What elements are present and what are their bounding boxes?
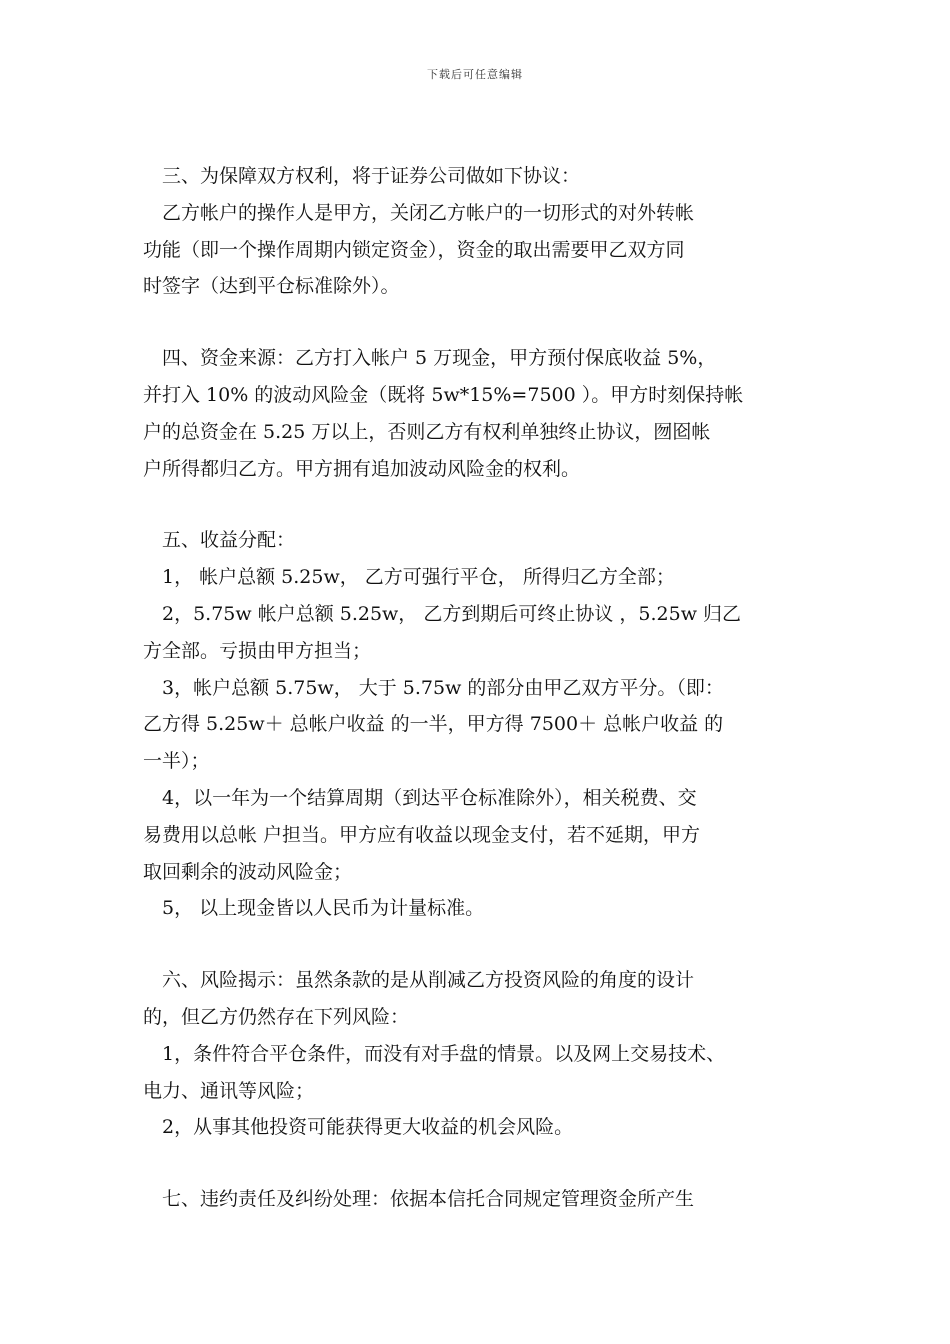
- paragraph-line: 五、收益分配：: [143, 529, 296, 552]
- paragraph-line: 时签字（达到平仓标准除外）。: [143, 275, 400, 298]
- paragraph-line: 1，条件符合平仓条件，而没有对手盘的情景。以及网上交易技术、: [143, 1042, 726, 1065]
- paragraph-line: 2，从事其他投资可能获得更大收益的机会风险。: [143, 1116, 574, 1139]
- page-header: 下载后可任意编辑: [427, 68, 523, 81]
- paragraph-line: 3，帐户总额 5.75w， 大于 5.75w 的部分由甲乙双方平分。（即：: [143, 676, 724, 699]
- paragraph-line: 乙方帐户的操作人是甲方，关闭乙方帐户的一切形式的对外转帐: [143, 201, 695, 224]
- paragraph-line: 5， 以上现金皆以人民币为计量标准。: [143, 897, 485, 920]
- paragraph-line: 六、风险揭示：虽然条款的是从削减乙方投资风险的角度的设计: [143, 969, 695, 992]
- section-3: [143, 158, 823, 305]
- paragraph-line: 功能（即一个操作周期内锁定资金），资金的取出需要甲乙双方同: [143, 238, 685, 261]
- paragraph-line: 户所得都归乙方。甲方拥有追加波动风险金的权利。: [143, 457, 581, 480]
- paragraph-line: 4，以一年为一个结算周期（到达平仓标准除外），相关税费、交: [143, 786, 697, 809]
- paragraph-line: 一半）；: [143, 750, 210, 773]
- paragraph-line: 四、资金来源：乙方打入帐户 5 万现金，甲方预付保底收益 5%，: [143, 347, 717, 370]
- paragraph-line: 户的总资金在 5.25 万以上，否则乙方有权利单独终止协议，囫囵帐: [143, 420, 711, 443]
- paragraph-line: 三、为保障双方权利，将于证券公司做如下协议：: [143, 165, 581, 187]
- section-5: [143, 522, 823, 927]
- paragraph-line: 七、违约责任及纠纷处理：依据本信托合同规定管理资金所产生: [143, 1188, 695, 1211]
- paragraph-line: 并打入 10% 的波动风险金（既将 5w*15%=7500 ）。甲方时刻保持帐: [143, 383, 744, 406]
- section-7: [143, 1181, 823, 1218]
- section-6: [143, 962, 823, 1146]
- paragraph-line: 易费用以总帐 户担当。甲方应有收益以现金支付，若不延期，甲方: [143, 823, 701, 846]
- section-4: [143, 340, 823, 487]
- paragraph-line: 取回剩余的波动风险金；: [143, 860, 353, 883]
- paragraph-line: 电力、通讯等风险；: [143, 1079, 315, 1102]
- paragraph-line: 的，但乙方仍然存在下列风险：: [143, 1005, 410, 1028]
- document-body: [143, 158, 823, 1218]
- paragraph-line: 方全部。亏损由甲方担当；: [143, 639, 372, 662]
- paragraph-line: 2，5.75w 帐户总额 5.25w， 乙方到期后可终止协议 ，5.25w 归乙: [143, 602, 741, 625]
- paragraph-line: 1， 帐户总额 5.25w， 乙方可强行平仓， 所得归乙方全部；: [143, 566, 675, 589]
- paragraph-line: 乙方得 5.25w＋ 总帐户收益 的一半，甲方得 7500＋ 总帐户收益 的: [143, 713, 724, 736]
